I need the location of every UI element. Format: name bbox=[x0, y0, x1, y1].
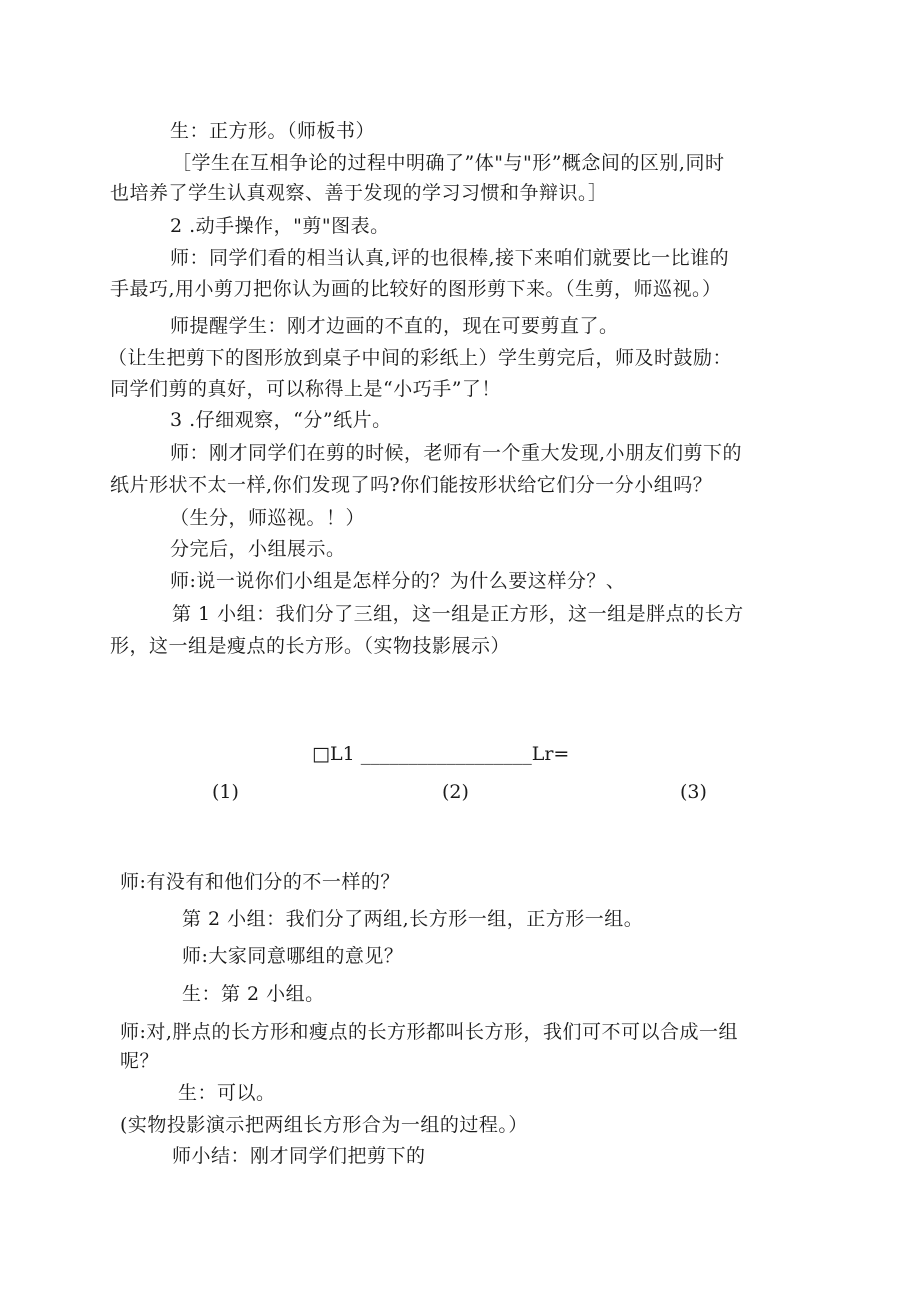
text-line-18: 师:有没有和他们分的不一样的？ bbox=[120, 871, 400, 893]
figure-label-2: (2) bbox=[442, 781, 469, 803]
text-line-9: 同学们剪的真好，可以称得上是“小巧手”了！ bbox=[110, 378, 501, 400]
text-line-6: 手最巧,用小剪刀把你认为画的比较好的图形剪下来。（生剪，师巡视。） bbox=[110, 278, 722, 300]
text-line-12: 纸片形状不太一样,你们发现了吗?你们能按形状给它们分一分小组吗？ bbox=[110, 474, 713, 496]
text-line-8: （让生把剪下的图形放到桌子中间的彩纸上）学生剪完后，师及时鼓励： bbox=[108, 347, 733, 369]
text-line-20: 师:大家同意哪组的意见？ bbox=[182, 945, 404, 967]
text-line-10: 3 .仔细观察，“分”纸片。 bbox=[170, 409, 392, 431]
text-line-17: 形，这一组是瘦点的长方形。（实物技影展示） bbox=[110, 635, 511, 657]
text-line-15: 师:说一说你们小组是怎样分的？为什么要这样分？、 bbox=[170, 570, 626, 592]
text-line-19: 第 2 小组：我们分了两组,长方形一组，正方形一组。 bbox=[182, 908, 644, 930]
text-line-23: 呢？ bbox=[120, 1050, 160, 1072]
text-line-7: 师提醒学生：刚才边画的不直的，现在可要剪直了。 bbox=[170, 315, 619, 337]
text-line-13: （生分，师巡视。！） bbox=[170, 507, 366, 529]
text-line-1: 生：正方形。（师板书） bbox=[170, 120, 376, 142]
text-line-25: (实物投影演示把两组长方形合为一组的过程。） bbox=[120, 1114, 528, 1136]
text-line-14: 分完后，小组展示。 bbox=[170, 538, 346, 560]
figure-label-3: (3) bbox=[680, 781, 707, 803]
text-line-4: 2 .动手操作，"剪"图表。 bbox=[170, 215, 390, 237]
text-line-26: 师小结：刚才同学们把剪下的 bbox=[172, 1145, 426, 1167]
text-line-11: 师：刚才同学们在剪的时候，老师有一个重大发现,小朋友们剪下的 bbox=[170, 442, 743, 464]
text-line-16: 第 1 小组：我们分了三组，这一组是正方形，这一组是胖点的长方 bbox=[172, 603, 744, 625]
figure-shapes-text: □L1 __________________Lr= bbox=[312, 743, 570, 765]
text-line-21: 生：第 2 小组。 bbox=[182, 983, 325, 1005]
text-line-2: ［学生在互相争论的过程中明确了”体"与"形”概念间的区别,同时 bbox=[172, 152, 725, 174]
text-line-24: 生：可以。 bbox=[178, 1082, 276, 1104]
text-line-3: 也培养了学生认真观察、善于发现的学习习惯和争辩识。］ bbox=[110, 182, 608, 204]
text-line-5: 师：同学们看的相当认真,评的也很棒,接下来咱们就要比一比谁的 bbox=[170, 247, 730, 269]
text-line-22: 师:对,胖点的长方形和瘦点的长方形都叫长方形，我们可不可以合成一组 bbox=[120, 1021, 738, 1043]
figure-label-1: (1) bbox=[212, 781, 239, 803]
